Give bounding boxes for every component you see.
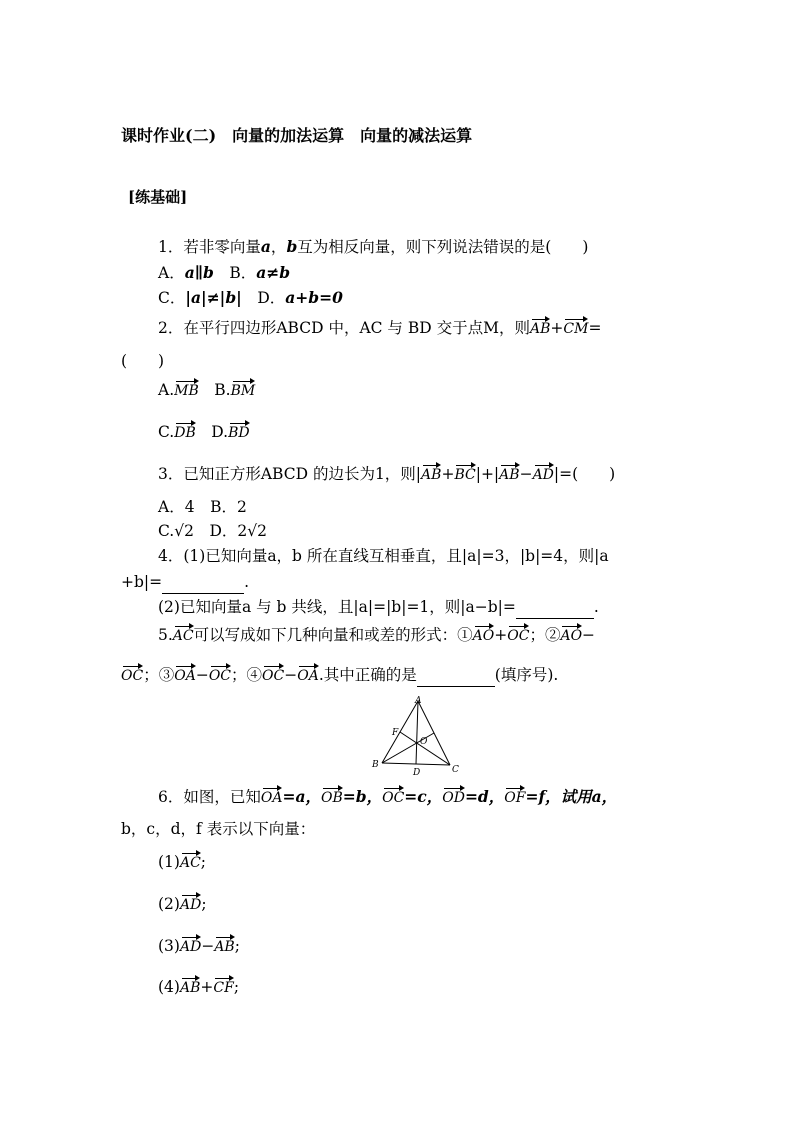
label-a: A xyxy=(415,696,422,706)
q1-options-cd: C．|a|≠|b| D．a+b=0 xyxy=(158,288,343,307)
q2-options-cd: C.DB D.BD xyxy=(158,420,250,443)
q2-options-ab: A.MB B.BM xyxy=(158,378,255,401)
vector: CM xyxy=(563,316,588,336)
q2-paren: ( ) xyxy=(121,352,165,370)
q5-line1: 5.AC可以写成如下几种向量和或差的形式：①AO+OC；②AO− xyxy=(158,623,595,646)
q6-part3: (3)AD−AB; xyxy=(158,934,240,957)
q1-stem: 1．若非零向量a，b互为相反向量，则下列说法错误的是( ) xyxy=(158,237,589,256)
q3-options-ab: A．4 B．2 xyxy=(158,498,247,516)
label-d: D xyxy=(413,768,421,778)
q3-stem: 3．已知正方形ABCD 的边长为1，则|AB+BC|+|AB−AD|=( ) xyxy=(158,462,615,485)
q1-options-ab: A．a∥b B．a≠b xyxy=(158,263,291,282)
q6-part4: (4)AB+CF; xyxy=(158,975,239,998)
q4-line3: (2)已知向量a 与 b 共线，且|a|=|b|=1，则|a−b|= . xyxy=(158,596,599,619)
label-c: C xyxy=(452,765,459,775)
q6-part1: (1)AC; xyxy=(158,850,206,873)
answer-blank[interactable] xyxy=(516,596,594,619)
q6-line1: 6．如图，已知OA=a，OB=b，OC=c，OD=d，OF=f，试用a， xyxy=(158,787,618,806)
answer-blank[interactable] xyxy=(417,664,495,687)
vector: AB xyxy=(530,316,550,336)
label-b: B xyxy=(372,760,379,770)
page-title: 课时作业(二) 向量的加法运算 向量的减法运算 xyxy=(121,126,473,145)
q4-line1: 4．(1)已知向量a，b 所在直线互相垂直，且|a|=3，|b|=4，则|a xyxy=(158,547,609,565)
q6-part2: (2)AD; xyxy=(158,892,207,915)
q5-line2: OC；③OA−OC；④OC−OA.其中正确的是 (填序号). xyxy=(121,663,558,687)
label-o: O xyxy=(420,737,428,747)
triangle-figure xyxy=(368,695,468,780)
section-heading: [练基础] xyxy=(128,188,188,206)
answer-blank[interactable] xyxy=(162,571,244,594)
q3-options-cd: C.√2 D．2√2 xyxy=(158,522,268,540)
q2-stem: 2．在平行四边形ABCD 中，AC 与 BD 交于点M，则AB+CM= xyxy=(158,316,601,339)
q6-line2: b，c，d，f 表示以下向量： xyxy=(121,820,316,838)
q4-line2: +b|= . xyxy=(121,571,249,594)
label-f: F xyxy=(392,728,399,738)
